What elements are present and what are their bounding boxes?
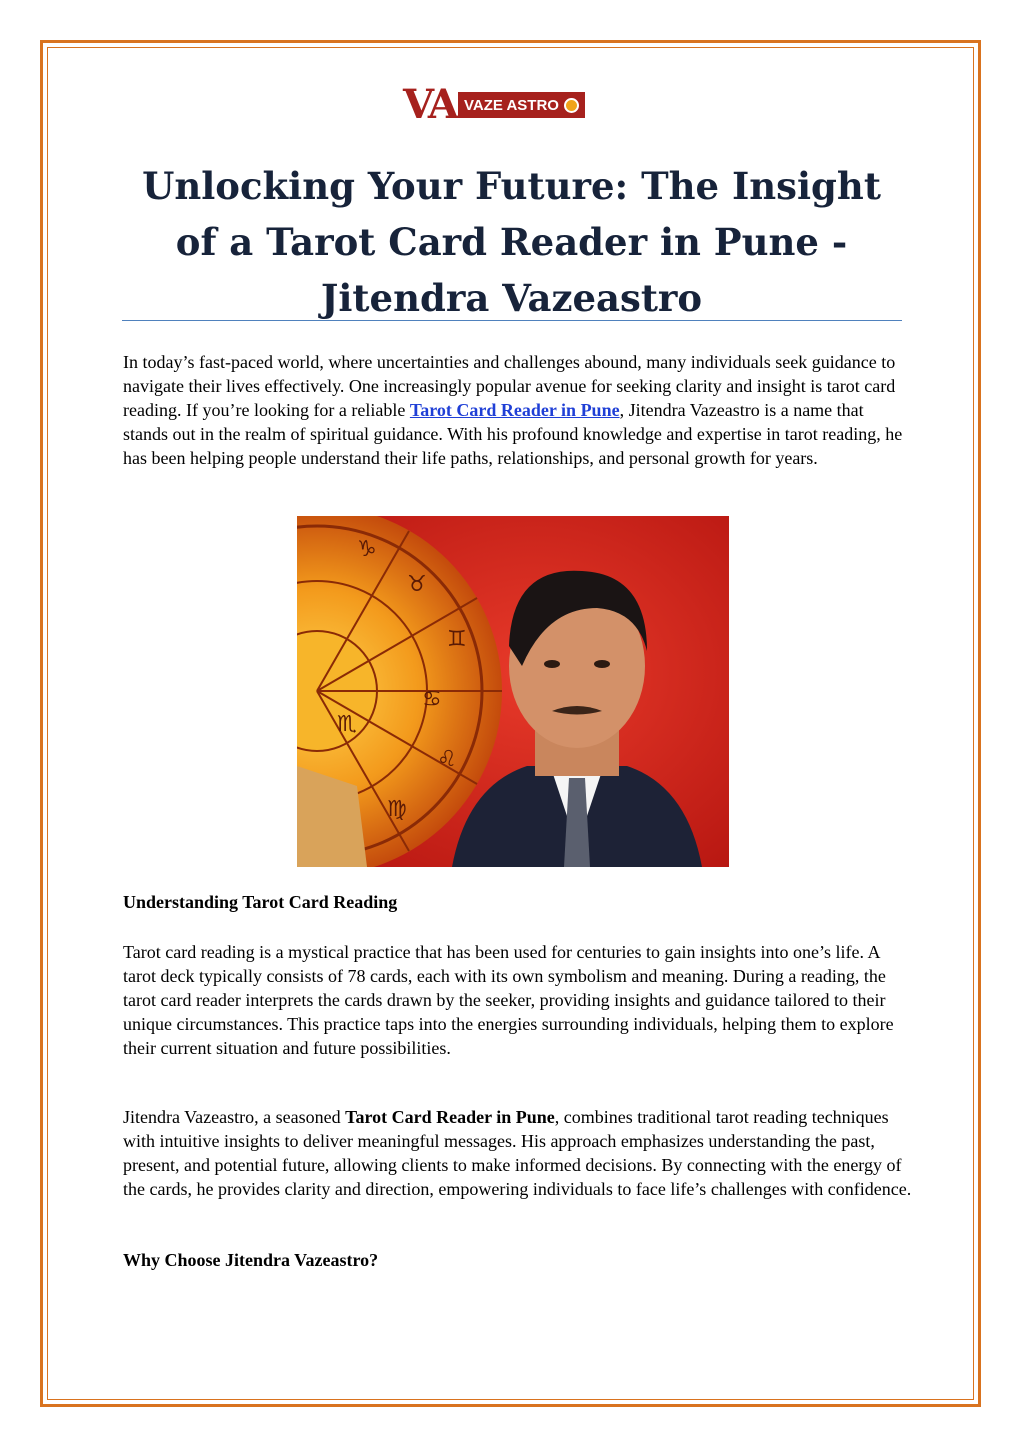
svg-text:♉: ♉ bbox=[407, 572, 427, 597]
title-divider bbox=[122, 320, 902, 321]
svg-text:♊: ♊ bbox=[447, 627, 467, 652]
astrologer-photo bbox=[297, 516, 729, 867]
sun-icon bbox=[564, 98, 579, 113]
section-heading-understanding: Understanding Tarot Card Reading bbox=[123, 892, 398, 912]
p2-text-end: , combines traditional tarot reading techniques with intuitive insights to deliver meaningful messages. His approach emphasizes understanding the past, present, and potential future, allowing clients to make informed decisions. By connecting with the energy of the cards, he provides clarity and direction, empowering individuals to face life’s challenges with confidence. bbox=[123, 1107, 912, 1199]
section1-paragraph-1: Tarot card reading is a mystical practice that has been used for centuries to gain insights into one’s life. A tarot deck typically consists of 78 cards, each with its own symbolism and meaning. During a reading, the tarot card reader interprets the cards drawn by the seeker, providing insights and guidance tailored to their unique circumstances. This practice taps into the energies surrounding individuals, helping them to explore their current situation and future possibilities. bbox=[123, 942, 894, 1058]
section1-paragraph-2 bbox=[123, 1105, 913, 1201]
intro-paragraph bbox=[123, 350, 913, 470]
svg-text:♌: ♌ bbox=[437, 747, 457, 772]
logo-text: VAZE ASTRO bbox=[463, 96, 559, 114]
p2-text-start: Jitendra Vazeastro, a seasoned bbox=[123, 1107, 346, 1127]
svg-text:♏: ♏ bbox=[337, 712, 357, 737]
svg-text:♋: ♋ bbox=[422, 687, 442, 712]
intro-text-end: , Jitendra Vazeastro is a name that stands out in the realm of spiritual guidance. With his profound knowledge and expertise in tarot reading, he has been helping people understand their life paths, relationships, and personal growth for years. bbox=[123, 400, 903, 468]
section-heading-why-choose: Why Choose Jitendra Vazeastro? bbox=[123, 1250, 379, 1270]
intro-text-start: In today’s fast-paced world, where uncertainties and challenges abound, many individuals seek guidance to navigate their lives effectively. One increasingly popular avenue for seeking clarity and insight is tarot card reading. If you’re looking for a reliable bbox=[123, 352, 896, 420]
p2-bold-keyword: Tarot Card Reader in Pune bbox=[345, 1107, 555, 1127]
logo-text-box bbox=[458, 92, 585, 118]
tarot-card-reader-link[interactable]: Tarot Card Reader in Pune bbox=[409, 400, 620, 420]
logo-mark: VA bbox=[403, 81, 456, 128]
vaze-astro-logo bbox=[403, 81, 585, 128]
page-title: Unlocking Your Future: The Insight of a Tarot Card Reader in Pune - Jitendra Vazeastro bbox=[142, 164, 881, 320]
svg-text:♍: ♍ bbox=[387, 797, 407, 822]
svg-text:♑: ♑ bbox=[357, 537, 377, 562]
